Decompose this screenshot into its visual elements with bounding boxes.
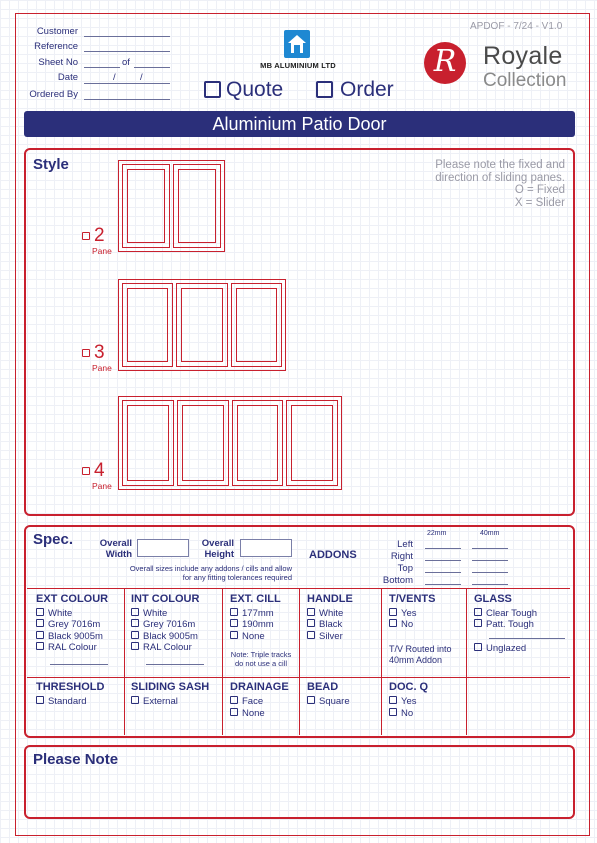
int-colour-grey[interactable]: Grey 7016m (131, 619, 195, 630)
four-pane-option[interactable]: 4 Pane (82, 460, 105, 482)
addon-left-22mm-field[interactable] (425, 548, 461, 549)
doc-q-yes[interactable]: Yes (389, 696, 417, 707)
sheet-no-field[interactable] (84, 67, 120, 68)
tvents-heading: T/VENTS (389, 593, 436, 605)
four-pane-checkbox[interactable] (82, 467, 90, 475)
company-name: MB ALUMINIUM LTD (260, 61, 336, 70)
door-pane[interactable] (286, 400, 338, 486)
addon-row-labels: Left Right Top Bottom (382, 539, 413, 586)
three-pane-door-drawing (118, 279, 286, 371)
column-divider (466, 588, 467, 735)
tvents-yes[interactable]: Yes (389, 608, 417, 619)
overall-width-input[interactable] (137, 539, 189, 557)
column-divider (124, 588, 125, 735)
handle-white[interactable]: White (307, 608, 343, 619)
date-separator: / (140, 72, 143, 83)
sheet-no-label: Sheet No (38, 57, 78, 68)
date-field[interactable] (84, 83, 170, 84)
glass-heading: GLASS (474, 593, 512, 605)
overall-height-label: Overall Height (201, 538, 234, 560)
four-pane-door-drawing (118, 396, 342, 490)
bead-heading: BEAD (307, 681, 339, 693)
int-ral-field[interactable] (146, 664, 204, 665)
threshold-heading: THRESHOLD (36, 681, 105, 693)
addon-right-40mm-field[interactable] (472, 560, 508, 561)
addon-right-22mm-field[interactable] (425, 560, 461, 561)
quote-label: Quote (226, 78, 284, 101)
two-pane-door-drawing (118, 160, 225, 252)
date-label: Date (57, 72, 78, 83)
brand-name: Royale (483, 42, 563, 70)
two-pane-option[interactable]: 2 Pane (82, 225, 105, 247)
doc-q-no[interactable]: No (389, 708, 413, 719)
ext-cill-none[interactable]: None (230, 631, 265, 642)
door-pane[interactable] (122, 400, 174, 486)
date-separator: / (113, 72, 116, 83)
ext-colour-grey[interactable]: Grey 7016m (36, 619, 100, 630)
bead-square[interactable]: Square (307, 696, 350, 707)
threshold-standard[interactable]: Standard (36, 696, 87, 707)
overall-width-label: Overall Width (99, 538, 132, 560)
glass-clear-tough[interactable]: Clear Tough (474, 608, 537, 619)
column-divider (299, 588, 300, 735)
sheet-total-field[interactable] (134, 67, 170, 68)
handle-black[interactable]: Black (307, 619, 342, 630)
drainage-face[interactable]: Face (230, 696, 263, 707)
addon-top-40mm-field[interactable] (472, 572, 508, 573)
door-pane[interactable] (177, 400, 229, 486)
reference-field[interactable] (84, 51, 170, 52)
ext-cill-heading: EXT. CILL (230, 593, 281, 605)
royale-logo-icon: R (424, 42, 466, 84)
sheet-of-label: of (122, 57, 130, 68)
spec-title: Spec. (33, 531, 74, 548)
door-pane[interactable] (122, 164, 170, 248)
please-note-title: Please Note (33, 751, 119, 768)
column-divider (381, 588, 382, 735)
addon-bottom-22mm-field[interactable] (425, 584, 461, 585)
door-pane[interactable] (231, 283, 282, 367)
door-pane[interactable] (176, 283, 227, 367)
int-colour-heading: INT COLOUR (131, 593, 200, 605)
ext-cill-190[interactable]: 190mm (230, 619, 274, 630)
glass-patt-tough[interactable]: Patt. Tough (474, 619, 534, 630)
style-title: Style (33, 156, 69, 173)
ext-colour-black[interactable]: Black 9005m (36, 631, 103, 642)
mb-logo (284, 30, 310, 58)
ordered-by-field[interactable] (84, 99, 170, 100)
int-colour-white[interactable]: White (131, 608, 167, 619)
addon-col-40mm: 40mm (480, 530, 500, 537)
form-title: Aluminium Patio Door (24, 111, 575, 137)
ext-colour-white[interactable]: White (36, 608, 72, 619)
sliding-sash-heading: SLIDING SASH (131, 681, 210, 693)
tvents-no[interactable]: No (389, 619, 413, 630)
customer-field[interactable] (84, 36, 170, 37)
three-pane-checkbox[interactable] (82, 349, 90, 357)
ext-colour-ral[interactable]: RAL Colour (36, 642, 97, 653)
addon-col-22mm: 22mm (427, 530, 447, 537)
door-pane[interactable] (232, 400, 284, 486)
door-pane[interactable] (173, 164, 221, 248)
glass-unglazed[interactable]: Unglazed (474, 643, 526, 654)
style-note: Please note the fixed and direction of sliding panes. O = Fixed X = Slider (435, 159, 565, 209)
sliding-sash-external[interactable]: External (131, 696, 178, 707)
sizes-note: Overall sizes include any addons / cills and allow for any fitting tolerances required (129, 564, 292, 582)
tvents-note: T/V Routed into 40mm Addon (389, 644, 452, 665)
drainage-none[interactable]: None (230, 708, 265, 719)
cill-note: Note: Triple tracks do not use a cill (230, 650, 292, 668)
column-divider (222, 588, 223, 735)
int-colour-black[interactable]: Black 9005m (131, 631, 198, 642)
reference-label: Reference (34, 41, 78, 52)
addon-left-40mm-field[interactable] (472, 548, 508, 549)
addon-bottom-40mm-field[interactable] (472, 584, 508, 585)
ext-colour-heading: EXT COLOUR (36, 593, 109, 605)
form-code: APDOF - 7/24 - V1.0 (470, 21, 563, 32)
ordered-by-label: Ordered By (29, 89, 78, 100)
ext-ral-field[interactable] (50, 664, 108, 665)
quote-checkbox[interactable] (204, 81, 221, 98)
door-pane[interactable] (122, 283, 173, 367)
order-checkbox[interactable] (316, 81, 333, 98)
drainage-heading: DRAINAGE (230, 681, 289, 693)
overall-height-input[interactable] (240, 539, 292, 557)
int-colour-ral[interactable]: RAL Colour (131, 642, 192, 653)
order-label: Order (340, 78, 394, 101)
handle-silver[interactable]: Silver (307, 631, 343, 642)
house-icon (284, 30, 310, 58)
handle-heading: HANDLE (307, 593, 353, 605)
addon-top-22mm-field[interactable] (425, 572, 461, 573)
doc-q-heading: DOC. Q (389, 681, 429, 693)
three-pane-option[interactable]: 3 Pane (82, 342, 105, 364)
addons-heading: ADDONS (309, 549, 357, 561)
brand-subtitle: Collection (483, 70, 567, 91)
ext-cill-177[interactable]: 177mm (230, 608, 274, 619)
glass-patt-field[interactable] (489, 638, 565, 639)
two-pane-checkbox[interactable] (82, 232, 90, 240)
customer-label: Customer (36, 26, 78, 37)
